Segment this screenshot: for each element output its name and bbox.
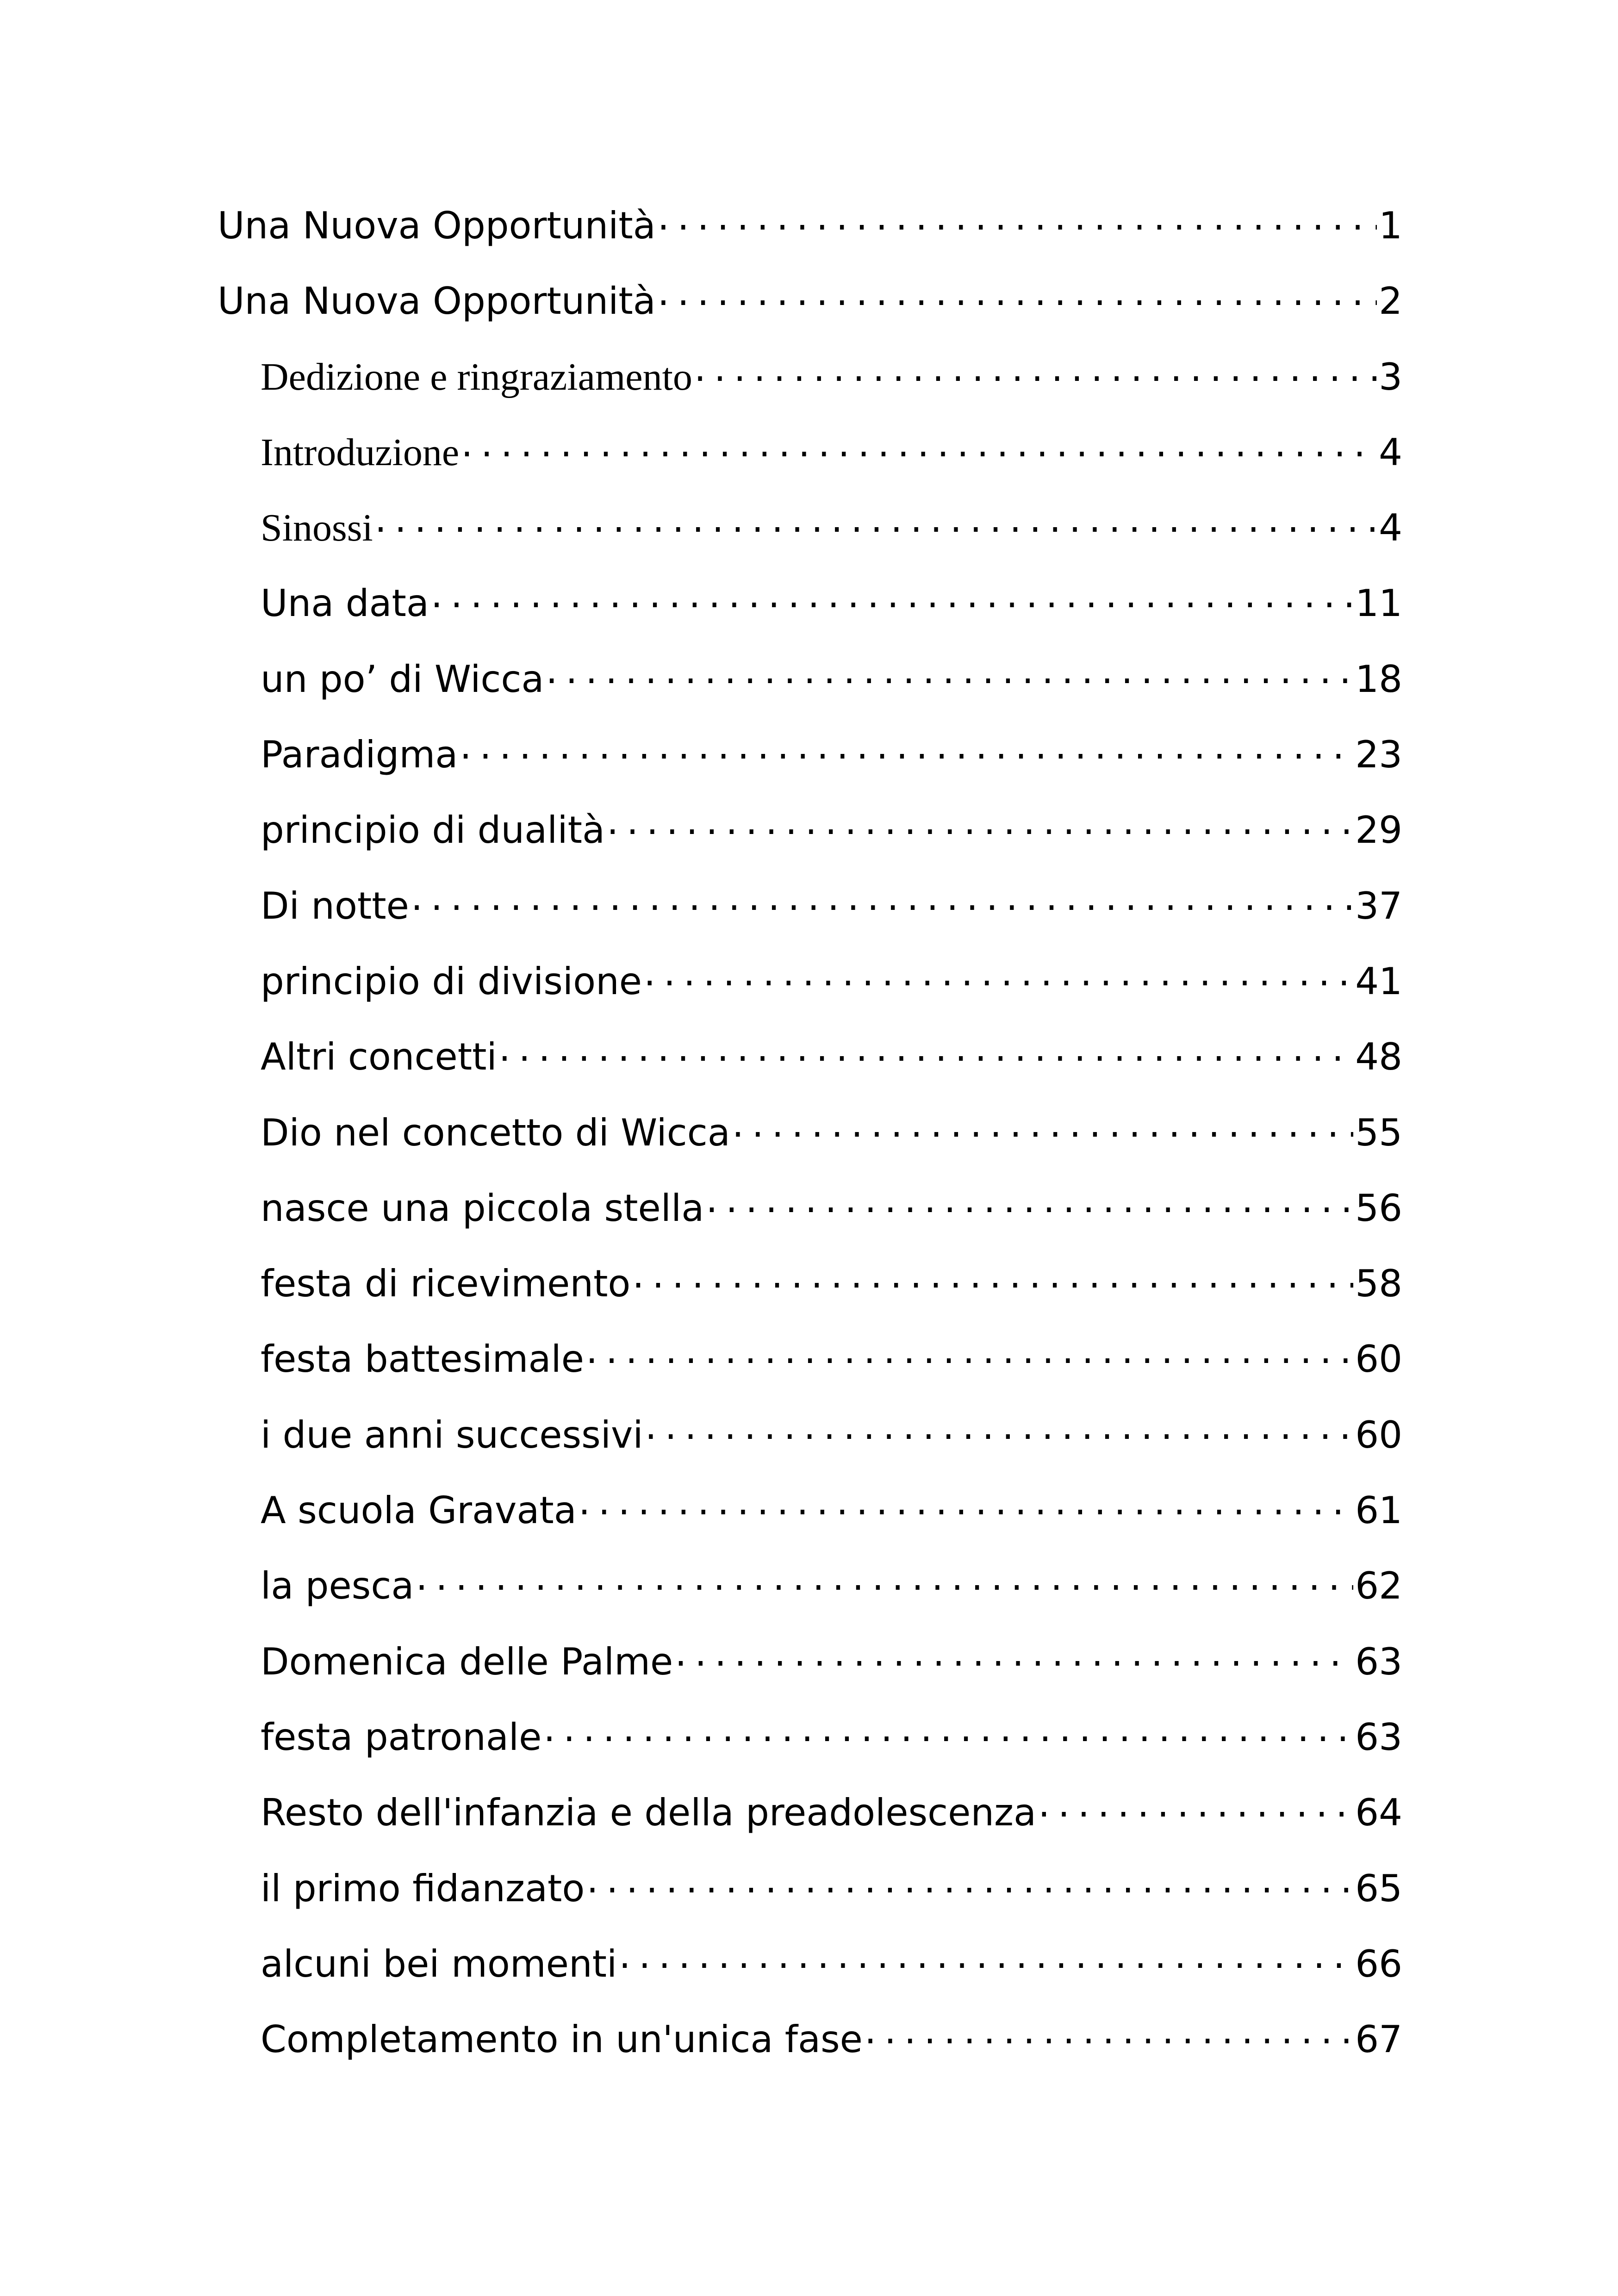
toc-entry-page-number: 23 bbox=[1355, 733, 1402, 777]
toc-entry-page-number: 3 bbox=[1379, 355, 1402, 398]
dot-leader bbox=[579, 1486, 1353, 1523]
toc-entry[interactable] bbox=[218, 655, 1402, 730]
toc-entry-title: Resto dell'infanzia e della preadolescenza bbox=[261, 1791, 1037, 1835]
toc-entry-page-number: 60 bbox=[1355, 1338, 1402, 1381]
toc-entry[interactable] bbox=[218, 1335, 1402, 1410]
dot-leader bbox=[543, 1713, 1353, 1750]
dot-leader bbox=[644, 957, 1353, 994]
toc-entry-title: Sinossi bbox=[261, 506, 373, 550]
dot-leader bbox=[619, 1940, 1353, 1977]
toc-entry-title: nasce una piccola stella bbox=[261, 1186, 704, 1230]
dot-leader bbox=[586, 1864, 1353, 1901]
toc-entry-page-number: 61 bbox=[1355, 1489, 1402, 1532]
toc-entry[interactable] bbox=[218, 1411, 1402, 1486]
toc-entry-page-number: 66 bbox=[1355, 1942, 1402, 1985]
dot-leader bbox=[694, 353, 1377, 390]
toc-entry-title: principio di dualità bbox=[261, 809, 605, 852]
toc-entry[interactable] bbox=[218, 504, 1402, 579]
toc-entry-page-number: 65 bbox=[1355, 1867, 1402, 1910]
toc-entry[interactable] bbox=[218, 1713, 1402, 1788]
toc-entry-title: la pesca bbox=[261, 1564, 414, 1608]
toc-entry[interactable] bbox=[218, 730, 1402, 806]
toc-entry[interactable] bbox=[218, 1637, 1402, 1713]
toc-entry-page-number: 2 bbox=[1379, 280, 1402, 323]
dot-leader bbox=[499, 1033, 1354, 1070]
toc-entry-title: Introduzione bbox=[261, 430, 460, 474]
toc-entry[interactable] bbox=[218, 1184, 1402, 1259]
table-of-contents bbox=[218, 201, 1402, 2091]
dot-leader bbox=[461, 428, 1377, 465]
toc-entry-page-number: 58 bbox=[1355, 1262, 1402, 1306]
toc-entry-title: i due anni successivi bbox=[261, 1413, 643, 1456]
toc-entry[interactable] bbox=[218, 882, 1402, 957]
toc-entry-page-number: 62 bbox=[1355, 1564, 1402, 1608]
toc-entry-page-number: 63 bbox=[1355, 1715, 1402, 1759]
toc-entry-page-number: 64 bbox=[1355, 1791, 1402, 1835]
toc-entry[interactable] bbox=[218, 1486, 1402, 1562]
toc-entry[interactable] bbox=[218, 1788, 1402, 1864]
toc-entry-title: festa di ricevimento bbox=[261, 1262, 631, 1306]
dot-leader bbox=[658, 201, 1377, 238]
dot-leader bbox=[675, 1637, 1353, 1674]
toc-entry-page-number: 4 bbox=[1379, 506, 1402, 550]
toc-entry-page-number: 18 bbox=[1355, 657, 1402, 701]
toc-entry[interactable] bbox=[218, 201, 1402, 277]
dot-leader bbox=[865, 2015, 1353, 2052]
dot-leader bbox=[411, 882, 1353, 919]
toc-entry-page-number: 37 bbox=[1355, 884, 1402, 927]
toc-entry-title: festa patronale bbox=[261, 1715, 542, 1759]
toc-entry[interactable] bbox=[218, 957, 1402, 1033]
toc-entry[interactable] bbox=[218, 1562, 1402, 1637]
toc-entry-page-number: 56 bbox=[1355, 1186, 1402, 1230]
dot-leader bbox=[607, 806, 1353, 843]
dot-leader bbox=[586, 1335, 1353, 1372]
toc-entry-page-number: 67 bbox=[1355, 2018, 1402, 2061]
toc-entry-title: principio di divisione bbox=[261, 959, 642, 1003]
toc-entry-page-number: 41 bbox=[1355, 959, 1402, 1003]
toc-entry[interactable] bbox=[218, 1259, 1402, 1335]
toc-entry-page-number: 60 bbox=[1355, 1413, 1402, 1456]
toc-entry-page-number: 48 bbox=[1355, 1035, 1402, 1079]
toc-entry-title: un po’ di Wicca bbox=[261, 657, 544, 701]
dot-leader bbox=[546, 655, 1353, 692]
toc-entry[interactable] bbox=[218, 1108, 1402, 1184]
dot-leader bbox=[460, 730, 1353, 767]
dot-leader bbox=[416, 1562, 1353, 1599]
toc-entry-title: Dio nel concetto di Wicca bbox=[261, 1111, 730, 1154]
dot-leader bbox=[375, 504, 1377, 541]
toc-entry-page-number: 1 bbox=[1379, 204, 1402, 247]
toc-entry[interactable] bbox=[218, 2015, 1402, 2091]
toc-entry-title: Altri concetti bbox=[261, 1035, 497, 1079]
dot-leader bbox=[632, 1259, 1353, 1296]
toc-entry-page-number: 63 bbox=[1355, 1640, 1402, 1683]
toc-entry-title: Domenica delle Palme bbox=[261, 1640, 673, 1683]
dot-leader bbox=[1038, 1788, 1353, 1825]
toc-entry[interactable] bbox=[218, 1864, 1402, 1940]
toc-entry[interactable] bbox=[218, 277, 1402, 352]
toc-entry-title: il primo fidanzato bbox=[261, 1867, 585, 1910]
toc-entry[interactable] bbox=[218, 806, 1402, 881]
toc-entry-title: Di notte bbox=[261, 884, 409, 927]
toc-entry-title: festa battesimale bbox=[261, 1338, 584, 1381]
toc-entry[interactable] bbox=[218, 353, 1402, 428]
toc-entry[interactable] bbox=[218, 579, 1402, 654]
dot-leader bbox=[645, 1411, 1354, 1448]
dot-leader bbox=[658, 277, 1377, 314]
toc-entry-page-number: 29 bbox=[1355, 809, 1402, 852]
toc-entry-title: Paradigma bbox=[261, 733, 458, 777]
toc-entry[interactable] bbox=[218, 1033, 1402, 1108]
dot-leader bbox=[706, 1184, 1353, 1221]
toc-entry-page-number: 11 bbox=[1355, 582, 1402, 625]
toc-entry[interactable] bbox=[218, 428, 1402, 504]
toc-entry-page-number: 55 bbox=[1355, 1111, 1402, 1154]
toc-entry-title: Completamento in un'unica fase bbox=[261, 2018, 863, 2061]
toc-entry-title: Una data bbox=[261, 582, 429, 625]
toc-entry-page-number: 4 bbox=[1379, 430, 1402, 474]
toc-entry-title: A scuola Gravata bbox=[261, 1489, 577, 1532]
toc-entry-title: Dedizione e ringraziamento bbox=[261, 355, 692, 398]
dot-leader bbox=[431, 579, 1353, 616]
toc-entry-title: alcuni bei momenti bbox=[261, 1942, 617, 1985]
toc-entry[interactable] bbox=[218, 1940, 1402, 2015]
toc-entry-title: Una Nuova Opportunità bbox=[218, 280, 656, 323]
dot-leader bbox=[732, 1108, 1353, 1145]
toc-entry-title: Una Nuova Opportunità bbox=[218, 204, 656, 247]
